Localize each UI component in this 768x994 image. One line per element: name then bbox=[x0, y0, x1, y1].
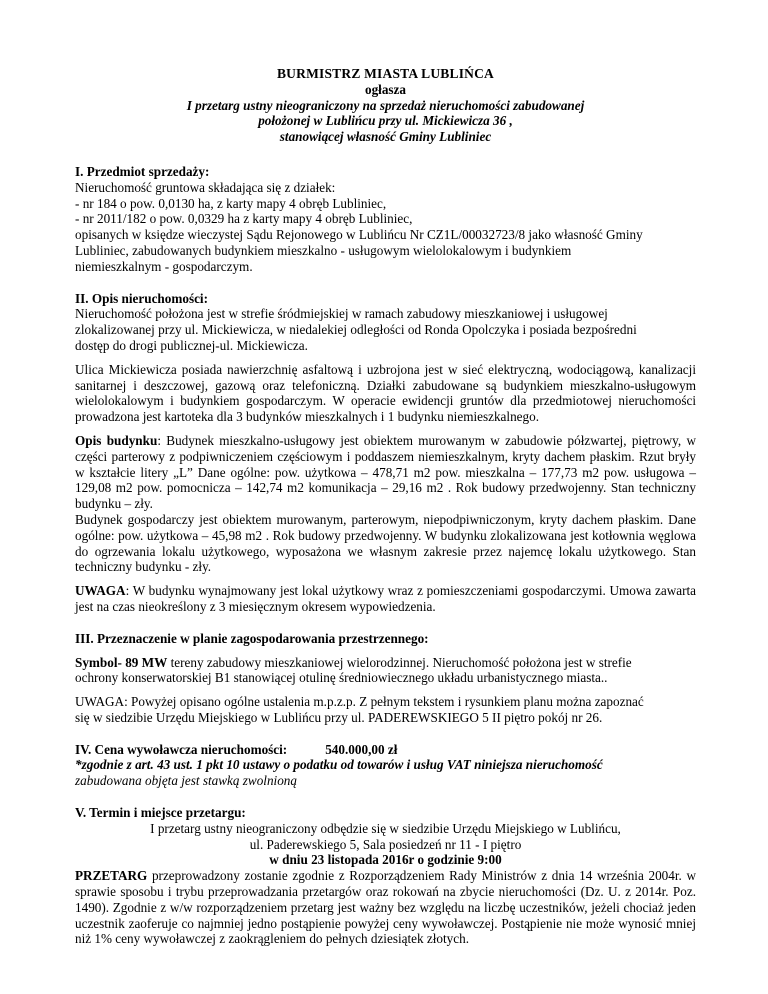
building-description-text: : Budynek mieszkalno-usługowy jest obiektem murowanym w zabudowie półzwartej, piętrowy, w części parterowy z podpiwniczeniem częściowym i poddaszem niemieszkalnym, kryty dachem płaskim. Rzut bryły w kształcie litery „L” Dane ogólne: pow. użytkowa – 478,71 m2 pow. mieszkalna – 177,73 m2 pow. usługowa – 129,08 m2 pow. pomocnicza – 142,74 m2 komunikacja – 29,16 m2 . Rok budowy przedwojenny. Stan techniczny budynku – zły. bbox=[75, 432, 696, 512]
tender-address-line: ul. Paderewskiego 5, Sala posiedzeń nr 11 - I piętro bbox=[249, 836, 522, 852]
section-2-heading: II. Opis nieruchomości: bbox=[75, 290, 208, 306]
vat-note-text: *zgodnie z art. 43 ust. 1 pkt 10 ustawy o podatku od towarów i usług VAT niniejsza nieruchomość bbox=[75, 757, 603, 773]
tender-rules-text: przeprowadzony zostanie zgodnie z Rozporządzeniem Rady Ministrów z dnia 14 września 2004r. w sprawie sposobu i trybu przeprowadzania przetargów oraz rokowań na zbycie nieruchomości (Dz. U. z 2014r. Poz. 1490). Zgodnie z w/w rozporządzeniem przetarg jest ważny bez względu na liczbę uczestników, jeżeli chociaż jeden uczestnik zaoferuje co najmniej jedno postąpienie powyżej ceny wywoławczej. Postąpienie nie może wynosić mniej niż 1% ceny wywoławczej z zaokrągleniem do pełnych dziesiątek złotych. bbox=[75, 868, 696, 947]
tender-title-line-3: stanowiącej własność Gminy Lubliniec bbox=[279, 129, 492, 145]
tender-rules-paragraph bbox=[75, 868, 696, 947]
price-line bbox=[75, 742, 696, 758]
street-description-paragraph: Ulica Mickiewicza posiada nawierzchnię asfaltową i uzbrojona jest w sieć elektryczną, wodociągową, kanalizacji sanitarnej i deszczowej, gazową oraz telefoniczną. Działki zabudowane są budynkiem mieszkalno-usługowym wielolokalowym i budynkiem gospodarczym. W operacie ewidencji gruntów dla przedmiotowej nieruchomości prowadzona jest kartoteka dla 3 budynków mieszkalnych i 1 budynku niemieszkalnego. bbox=[75, 361, 696, 425]
section-1-line: opisanych w księdze wieczystej Sądu Rejonowego w Lublińcu Nr CZ1L/00032723/8 jako własność Gminy bbox=[75, 227, 643, 243]
lease-note-text: : W budynku wynajmowany jest lokal użytkowy wraz z pomieszczeniami gospodarczymi. Umowa zawarta jest na czas nieokreślony z 3 miesięcznym okresem wypowiedzenia. bbox=[75, 583, 696, 614]
building-description-paragraph bbox=[75, 433, 696, 512]
announces-label: ogłasza bbox=[364, 81, 407, 97]
section-3-line: się w siedzibie Urzędu Miejskiego w Lublińcu przy ul. PADEREWSKIEGO 5 II piętro pokój nr 26. bbox=[75, 709, 603, 725]
section-5-heading: V. Termin i miejsce przetargu: bbox=[75, 805, 246, 821]
tender-location-line: I przetarg ustny nieograniczony odbędzie się w siedzibie Urzędu Miejskiego w Lublińcu, bbox=[150, 820, 621, 836]
lease-note-label: UWAGA bbox=[75, 583, 126, 599]
tender-title-line-1: I przetarg ustny nieograniczony na sprzedaż nieruchomości zabudowanej bbox=[186, 97, 585, 113]
section-subject-of-sale bbox=[75, 164, 696, 275]
lease-note-paragraph bbox=[75, 583, 696, 615]
section-4-heading: IV. Cena wywoławcza nieruchomości: bbox=[75, 741, 288, 757]
building-description-label: Opis budynku bbox=[75, 432, 158, 448]
tender-title-line-2: położonej w Lublińcu przy ul. Mickiewicza 36 , bbox=[258, 113, 513, 129]
section-2-line: zlokalizowanej przy ul. Mickiewicza, w niedalekiej odległości od Ronda Opolczyka i posiada bezpośredni bbox=[75, 322, 637, 338]
section-property-description bbox=[75, 291, 696, 615]
outbuilding-description-paragraph: Budynek gospodarczy jest obiektem murowanym, parterowym, niepodpiwniczonym, kryty dachem płaskim. Dane ogólne: pow. użytkowa – 45,98 m2 . Rok budowy przedwojenny. W budynku zlokalizowana jest kotłownia węglowa do ogrzewania lokalu użytkowego, wyposażona we własnym zakresie przez najemcę lokalu użytkowego. Stan techniczny budynku - zły. bbox=[75, 511, 696, 575]
document-page bbox=[75, 66, 696, 947]
section-zoning-plan bbox=[75, 631, 696, 726]
section-2-line: Nieruchomość położona jest w strefie śródmiejskiej w ramach zabudowy mieszkaniowej i usługowej bbox=[75, 306, 608, 322]
zoning-symbol-text: tereny zabudowy mieszkaniowej wielorodzinnej. Nieruchomość położona jest w strefie bbox=[167, 654, 632, 670]
section-1-heading: I. Przedmiot sprzedaży: bbox=[75, 163, 210, 179]
section-3-line: UWAGA: Powyżej opisano ogólne ustalenia m.p.z.p. Z pełnym tekstem i rysunkiem planu można zapoznać bbox=[75, 694, 644, 710]
section-3-heading: III. Przeznaczenie w planie zagospodarowania przestrzennego: bbox=[75, 630, 429, 646]
document-header bbox=[75, 66, 696, 145]
zoning-symbol-label: Symbol- 89 MW bbox=[75, 654, 168, 670]
section-1-line: - nr 184 o pow. 0,0130 ha, z karty mapy 4 obręb Lubliniec, bbox=[75, 195, 387, 211]
section-3-line: ochrony konserwatorskiej B1 stanowiącej otulinę średniowiecznego układu urbanistycznego miasta.. bbox=[75, 670, 608, 686]
section-starting-price bbox=[75, 742, 696, 789]
zoning-symbol-line bbox=[75, 655, 696, 671]
tender-date-line: w dniu 23 listopada 2016r o godzinie 9:00 bbox=[269, 852, 502, 868]
section-2-line: dostęp do drogi publicznej-ul. Mickiewicza. bbox=[75, 337, 308, 353]
issuer-title: BURMISTRZ MIASTA LUBLIŃCA bbox=[276, 66, 495, 81]
vat-note-line bbox=[75, 757, 696, 773]
section-1-line: - nr 2011/182 o pow. 0,0329 ha z karty mapy 4 obręb Lubliniec, bbox=[75, 211, 413, 227]
section-1-line: Nieruchomość gruntowa składająca się z działek: bbox=[75, 179, 336, 195]
section-1-line: niemieszkalnym - gospodarczym. bbox=[75, 258, 253, 274]
starting-price-value: 540.000,00 zł bbox=[325, 741, 398, 757]
section-1-line: Lubliniec, zabudowanych budynkiem mieszkalno - usługowym wielolokalowym i budynkiem bbox=[75, 242, 572, 258]
vat-note-line: zabudowana objęta jest stawką zwolnioną bbox=[75, 773, 297, 789]
section-date-and-place bbox=[75, 805, 696, 947]
tender-rules-label: PRZETARG bbox=[75, 868, 148, 884]
